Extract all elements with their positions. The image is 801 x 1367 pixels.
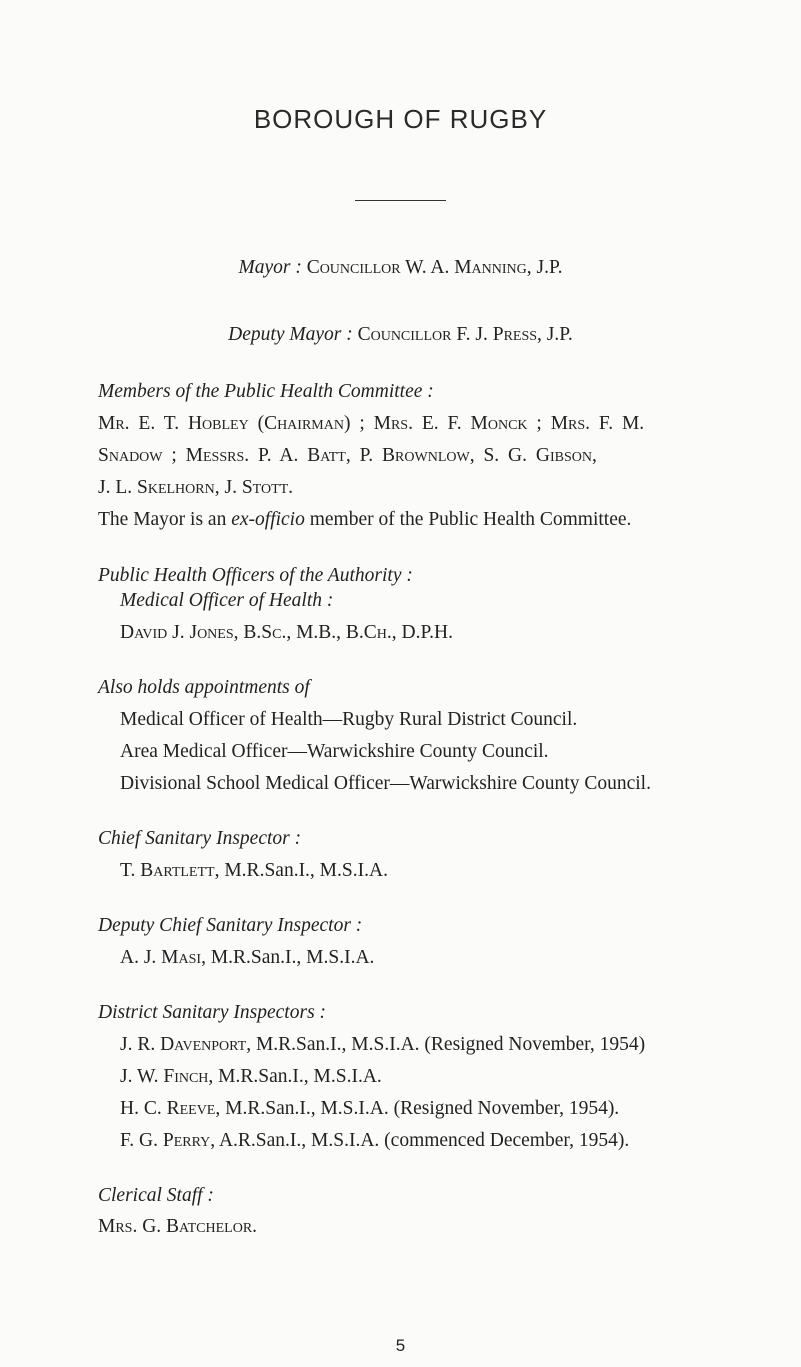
district-inspector-3: H. C. Reeve, M.R.San.I., M.S.I.A. (Resigned November, 1954). <box>120 1098 620 1119</box>
committee-members-line-2: Snadow ; Messrs. P. A. Batt, P. Brownlow, S. G. Gibson, <box>98 445 597 466</box>
appointment-1: Medical Officer of Health—Rugby Rural District Council. <box>120 709 578 730</box>
committee-members-line-3: J. L. Skelhorn, J. Stott. <box>98 477 294 498</box>
clerical-name: Mrs. G. Batchelor. <box>98 1216 258 1237</box>
deputy-mayor-label: Deputy Mayor : <box>228 324 353 345</box>
title-divider <box>355 200 446 201</box>
appointment-3: Divisional School Medical Officer—Warwickshire County Council. <box>120 773 651 794</box>
ex-officio-note: The Mayor is an ex-officio member of the Public Health Committee. <box>98 509 632 530</box>
mayor-label: Mayor : <box>238 257 302 278</box>
district-inspector-2: J. W. Finch, M.R.San.I., M.S.I.A. <box>120 1066 382 1087</box>
chief-inspector-line: T. Bartlett, M.R.San.I., M.S.I.A. <box>120 860 388 881</box>
mayor-name: Councillor W. A. Manning, J.P. <box>306 257 563 278</box>
mayor-line <box>0 256 801 280</box>
committee-members-line-1: Mr. E. T. Hobley (Chairman) ; Mrs. E. F. Monck ; Mrs. F. M. <box>98 413 645 434</box>
page-number: 5 <box>395 1336 406 1355</box>
deputy-inspector-heading: Deputy Chief Sanitary Inspector : <box>98 915 363 936</box>
page-title: BOROUGH OF RUGBY <box>253 104 548 134</box>
deputy-mayor-name: Councillor F. J. Press, J.P. <box>357 324 573 345</box>
deputy-inspector-line: A. J. Masi, M.R.San.I., M.S.I.A. <box>120 947 375 968</box>
deputy-mayor-line <box>0 323 801 347</box>
appointment-2: Area Medical Officer—Warwickshire County Council. <box>120 741 549 762</box>
moh-name: David J. Jones, B.Sc., M.B., B.Ch., D.P.H. <box>120 622 454 643</box>
district-inspector-4: F. G. Perry, A.R.San.I., M.S.I.A. (commenced December, 1954). <box>120 1130 630 1151</box>
committee-heading: Members of the Public Health Committee : <box>98 381 434 402</box>
appointments-heading: Also holds appointments of <box>98 677 310 698</box>
officers-heading: Public Health Officers of the Authority : <box>98 565 413 586</box>
moh-subheading: Medical Officer of Health : <box>120 590 334 611</box>
clerical-heading: Clerical Staff : <box>98 1185 214 1206</box>
district-inspectors-heading: District Sanitary Inspectors : <box>98 1002 327 1023</box>
district-inspector-1: J. R. Davenport, M.R.San.I., M.S.I.A. (Resigned November, 1954) <box>120 1034 646 1055</box>
chief-inspector-heading: Chief Sanitary Inspector : <box>98 828 302 849</box>
